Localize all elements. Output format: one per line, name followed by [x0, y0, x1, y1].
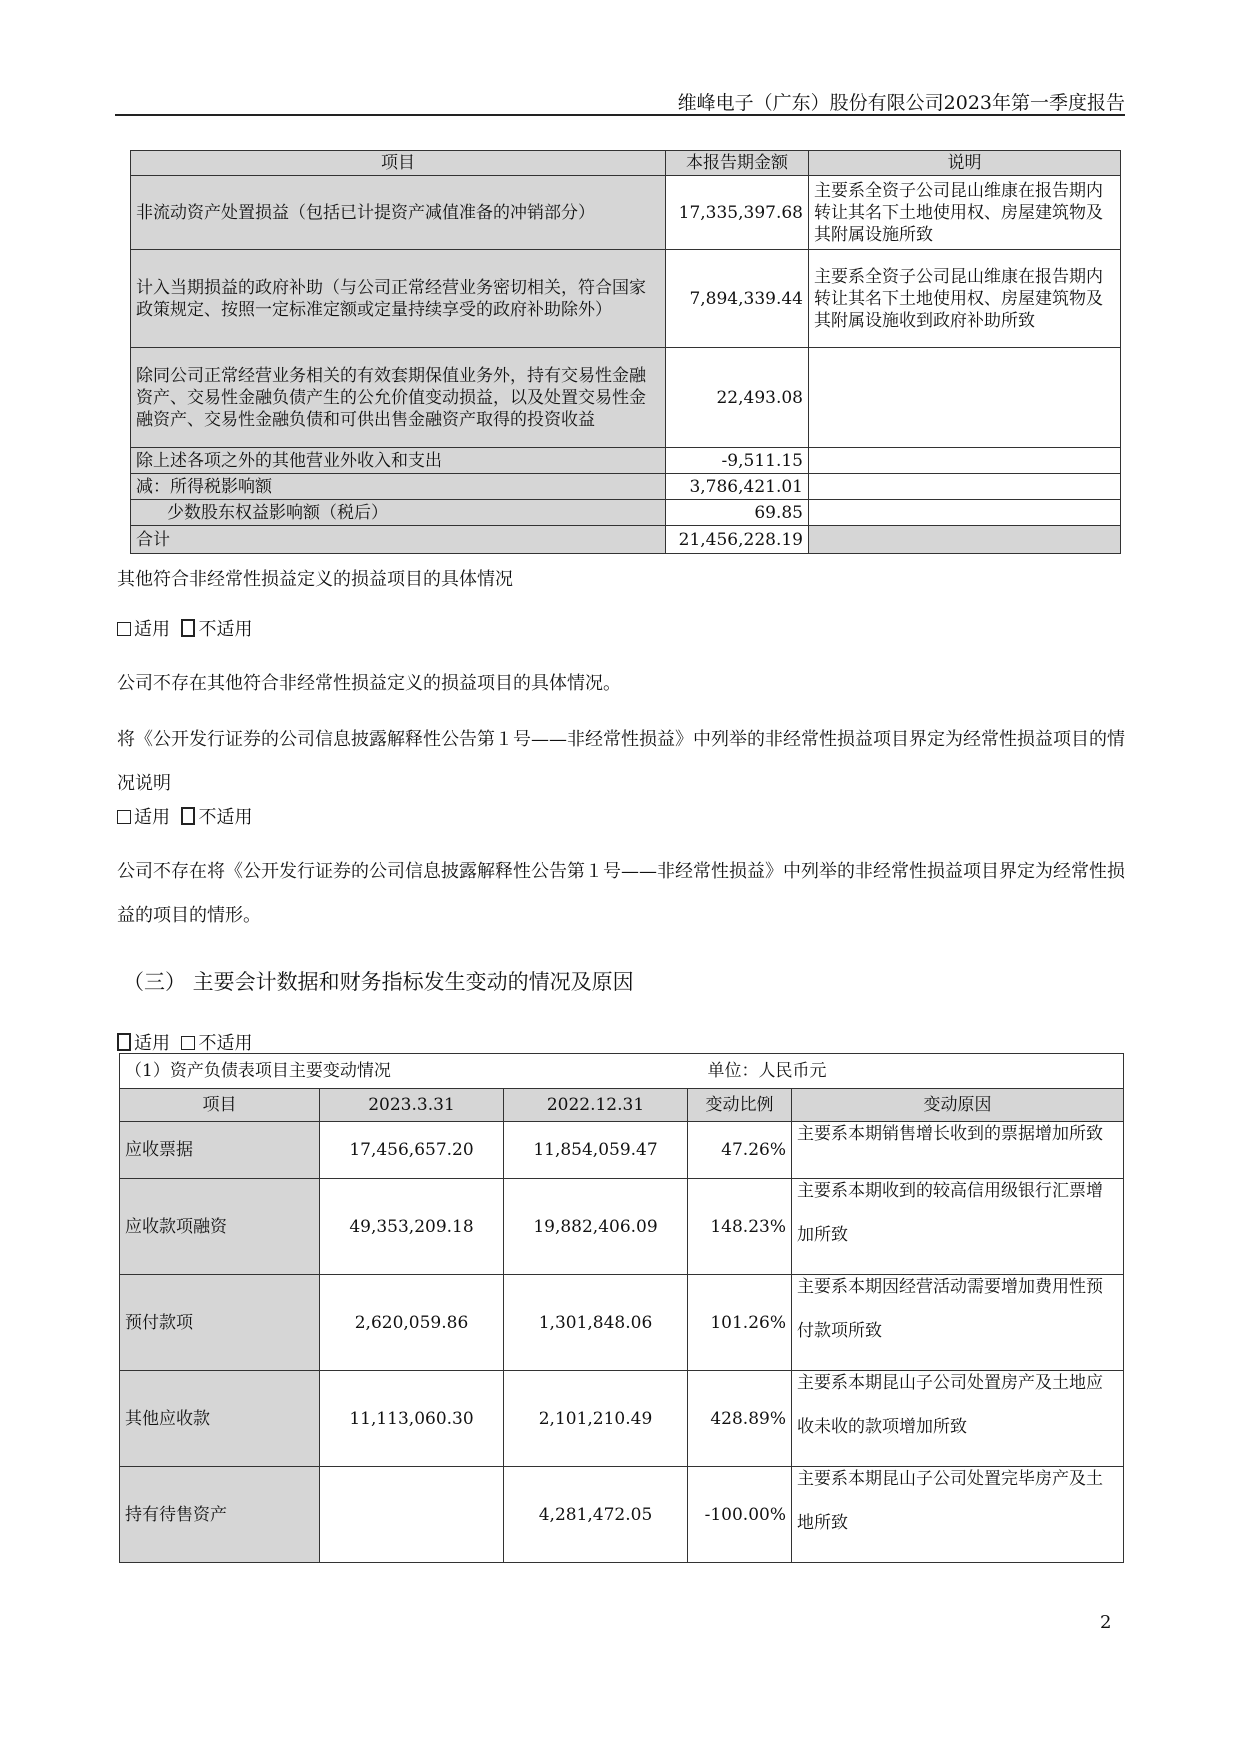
reason-tail-text: 加所致 [797, 1225, 848, 1245]
table-row [120, 1467, 1124, 1563]
row-item: 应收款项融资 [120, 1179, 320, 1275]
balance-sheet-changes-table [119, 1053, 1124, 1563]
table-row [131, 348, 1121, 448]
row-value-2023: 11,113,060.30 [320, 1371, 504, 1467]
row-value-2022: 1,301,848.06 [504, 1275, 688, 1371]
reason-tail-text: 付款项所致 [797, 1321, 882, 1341]
not-applicable-label: 不适用 [198, 619, 253, 640]
col-header-ratio: 变动比例 [688, 1089, 792, 1122]
checkbox-checked-icon [181, 807, 195, 825]
table-row [131, 448, 1121, 474]
row-reason [792, 1122, 1124, 1179]
row-item: 非流动资产处置损益（包括已计提资产减值准备的冲销部分） [131, 176, 666, 250]
section-title: （三） 主要会计数据和财务指标发生变动的情况及原因 [123, 970, 634, 994]
row-item: 除同公司正常经营业务相关的有效套期保值业务外，持有交易性金融资产、交易性金融负债产生的公允价值变动损益，以及处置交易性金融资产、交易性金融负债和可供出售金融资产取得的投资收益 [131, 348, 666, 448]
table-row [131, 474, 1121, 500]
header-divider [115, 114, 1125, 116]
applicable-label: 适用 [134, 1033, 170, 1054]
row-ratio: -100.00% [688, 1467, 792, 1563]
not-applicable-label: 不适用 [198, 807, 253, 828]
row-value-2023 [320, 1467, 504, 1563]
row-item: 持有待售资产 [120, 1467, 320, 1563]
row-amount: 17,335,397.68 [666, 176, 809, 250]
table-row [131, 500, 1121, 526]
row-item: 应收票据 [120, 1122, 320, 1179]
checkbox-empty-icon [181, 1036, 195, 1050]
row-item: 减：所得税影响额 [131, 474, 666, 500]
table-row-total [131, 526, 1121, 554]
row-reason [792, 1275, 1124, 1371]
row-value-2022: 2,101,210.49 [504, 1371, 688, 1467]
table-row [120, 1275, 1124, 1371]
reason-text: 主要系本期销售增长收到的票据增加所致 [797, 1124, 1103, 1144]
row-note: 主要系全资子公司昆山维康在报告期内转让其名下土地使用权、房屋建筑物及其附属设施所致 [809, 176, 1121, 250]
row-amount: 69.85 [666, 500, 809, 526]
col-header-2022: 2022.12.31 [504, 1089, 688, 1122]
col-header-note: 说明 [809, 151, 1121, 176]
row-ratio: 47.26% [688, 1122, 792, 1179]
paragraph-no-reclassification: 公司不存在将《公开发行证券的公司信息披露解释性公告第１号——非经常性损益》中列举的非经常性损益项目界定为经常性损益的项目的情形。 [117, 861, 1125, 926]
row-value-2023: 17,456,657.20 [320, 1122, 504, 1179]
table-unit: 单位：人民币元 [688, 1054, 1124, 1089]
checkbox-empty-icon [117, 810, 131, 824]
paragraph-no-other-items: 公司不存在其他符合非经常性损益定义的损益项目的具体情况。 [117, 673, 621, 694]
col-header-item: 项目 [120, 1089, 320, 1122]
row-item: 其他应收款 [120, 1371, 320, 1467]
row-value-2022: 11,854,059.47 [504, 1122, 688, 1179]
col-header-2023: 2023.3.31 [320, 1089, 504, 1122]
row-ratio: 148.23% [688, 1179, 792, 1275]
col-header-amount: 本报告期金额 [666, 151, 809, 176]
row-note [809, 474, 1121, 500]
row-reason [792, 1179, 1124, 1275]
reason-tail-text: 地所致 [797, 1513, 848, 1533]
row-value-2022: 4,281,472.05 [504, 1467, 688, 1563]
row-amount: 3,786,421.01 [666, 474, 809, 500]
row-ratio: 428.89% [688, 1371, 792, 1467]
table-header-row [131, 151, 1121, 176]
not-applicable-label: 不适用 [198, 1033, 253, 1054]
checkbox-empty-icon [117, 622, 131, 636]
page-number: 2 [1100, 1612, 1112, 1633]
row-item: 除上述各项之外的其他营业外收入和支出 [131, 448, 666, 474]
row-reason [792, 1467, 1124, 1563]
row-note [809, 348, 1121, 448]
applicability-line-2 [117, 806, 252, 830]
table-row [120, 1122, 1124, 1179]
row-item: 少数股东权益影响额（税后） [131, 500, 666, 526]
row-item: 合计 [131, 526, 666, 554]
reason-tail-text: 收未收的款项增加所致 [797, 1417, 967, 1437]
table-header-row [120, 1089, 1124, 1122]
reason-text: 主要系本期收到的较高信用级银行汇票增 [797, 1181, 1103, 1201]
row-reason [792, 1371, 1124, 1467]
row-amount: 7,894,339.44 [666, 250, 809, 348]
table-caption-row [120, 1054, 1124, 1089]
applicable-label: 适用 [134, 807, 170, 828]
row-ratio: 101.26% [688, 1275, 792, 1371]
non-recurring-gains-table [130, 150, 1121, 554]
paragraph-other-items-title: 其他符合非经常性损益定义的损益项目的具体情况 [117, 569, 513, 590]
table-row [131, 176, 1121, 250]
row-note: 主要系全资子公司昆山维康在报告期内转让其名下土地使用权、房屋建筑物及其附属设施收到政府补助所致 [809, 250, 1121, 348]
checkbox-checked-icon [181, 619, 195, 637]
row-amount: 21,456,228.19 [666, 526, 809, 554]
row-note [809, 448, 1121, 474]
row-note [809, 500, 1121, 526]
applicability-line-1 [117, 618, 252, 642]
checkbox-checked-icon [117, 1033, 131, 1051]
row-item: 预付款项 [120, 1275, 320, 1371]
table-row [131, 250, 1121, 348]
reason-text: 主要系本期昆山子公司处置房产及土地应 [797, 1373, 1103, 1393]
row-item: 计入当期损益的政府补助（与公司正常经营业务密切相关，符合国家政策规定、按照一定标准定额或定量持续享受的政府补助除外） [131, 250, 666, 348]
col-header-item: 项目 [131, 151, 666, 176]
row-amount: 22,493.08 [666, 348, 809, 448]
table-row [120, 1179, 1124, 1275]
row-amount: -9,511.15 [666, 448, 809, 474]
row-value-2023: 49,353,209.18 [320, 1179, 504, 1275]
report-header-title: 维峰电子（广东）股份有限公司2023年第一季度报告 [677, 92, 1125, 114]
row-value-2023: 2,620,059.86 [320, 1275, 504, 1371]
reason-text: 主要系本期昆山子公司处置完毕房产及土 [797, 1469, 1103, 1489]
row-note [809, 526, 1121, 554]
col-header-reason: 变动原因 [792, 1089, 1124, 1122]
reason-text: 主要系本期因经营活动需要增加费用性预 [797, 1277, 1103, 1297]
applicable-label: 适用 [134, 619, 170, 640]
table-caption: （1）资产负债表项目主要变动情况 [120, 1054, 688, 1089]
table-row [120, 1371, 1124, 1467]
row-value-2022: 19,882,406.09 [504, 1179, 688, 1275]
paragraph-classification-note: 将《公开发行证券的公司信息披露解释性公告第１号——非经常性损益》中列举的非经常性损益项目界定为经常性损益项目的情况说明 [117, 729, 1125, 794]
